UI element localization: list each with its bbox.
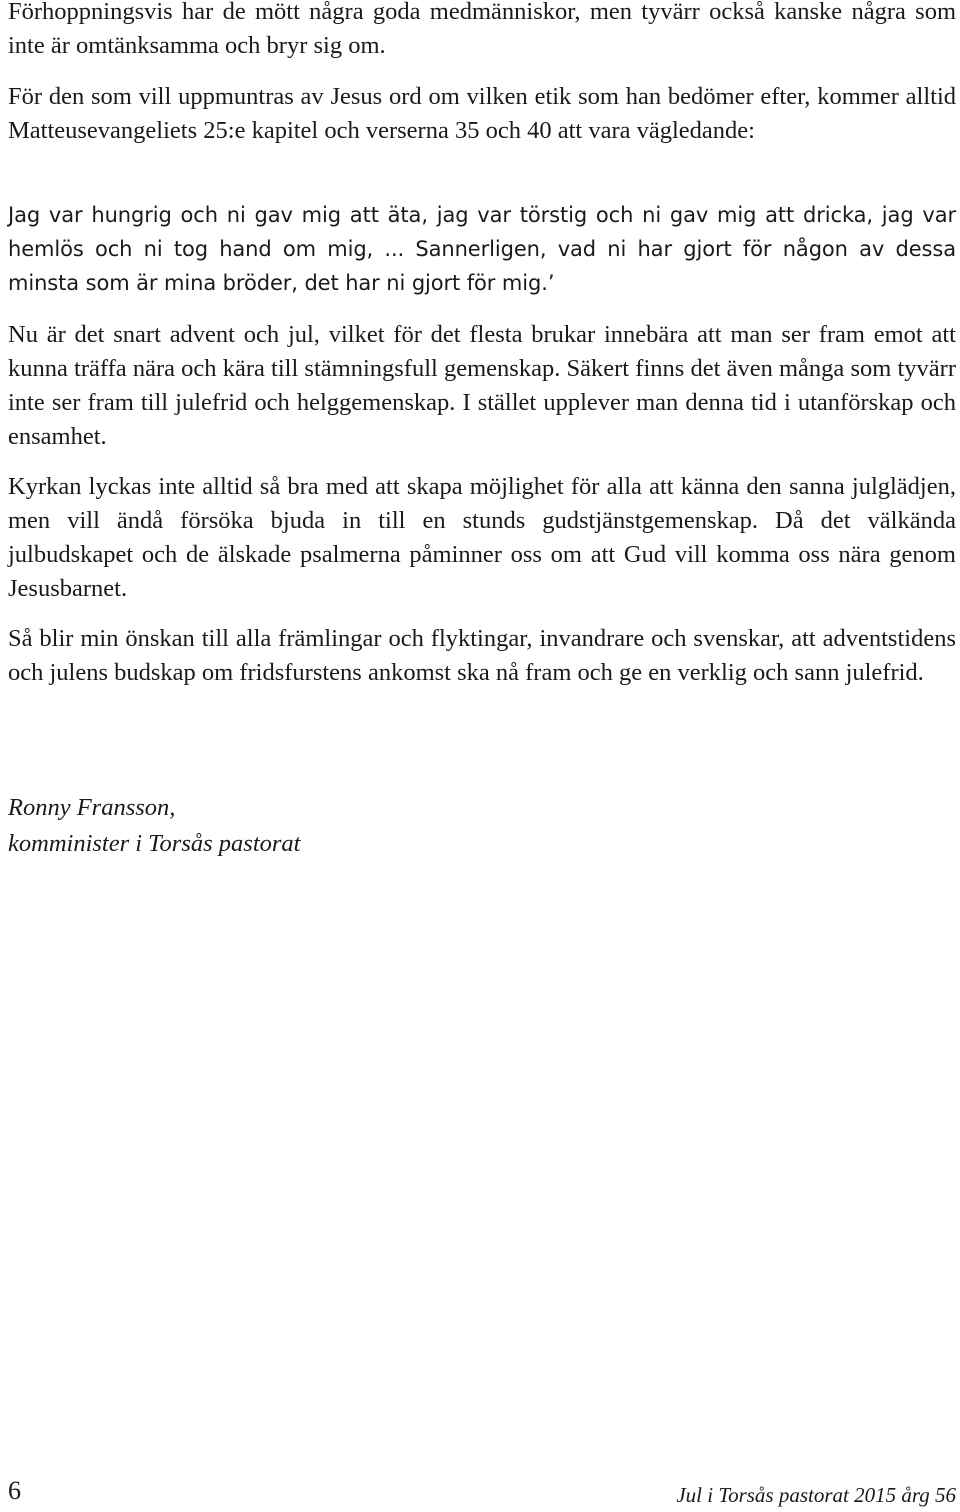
signature [8, 790, 300, 862]
paragraph-wish: Så blir min önskan till alla främlingar och flyktingar, invandrare och svenskar, att adventstidens och julens budskap om fridsfurstens ankomst ska nå fram och ge en verklig och sann julefrid. [8, 625, 956, 686]
paragraph-church: Kyrkan lyckas inte alltid så bra med att skapa möjlighet för alla att känna den sanna julglädjen, men vill ändå försöka bjuda in till en stunds gudstjänstgemenskap. Då det välkända julbudskapet och de älskade psalmerna påminner oss om att Gud vill komma oss nära genom Jesusbarnet. [8, 473, 956, 602]
paragraph-scripture-quote: Jag var hungrig och ni gav mig att äta, jag var törstig och ni gav mig att dricka, jag var hemlös och ni tog hand om mig, ... Sannerligen, vad ni har gjort för någon av dessa minsta som är mina bröder, det har ni gjort för mig.’ [8, 203, 956, 295]
paragraph-matthew-intro: För den som vill uppmuntras av Jesus ord om vilken etik som han bedömer efter, kommer alltid Matteusevangeliets 25:e kapitel och verserna 35 och 40 att vara vägledande: [8, 83, 956, 144]
publication-footer: Jul i Torsås pastorat 2015 årg 56 [676, 1483, 956, 1507]
signature-title: komminister i Torsås pastorat [8, 830, 301, 857]
signature-name: Ronny Fransson, [8, 794, 176, 821]
paragraph-intro: Förhoppningsvis har de mött några goda medmänniskor, men tyvärr också kanske några som inte är omtänksamma och bryr sig om. [8, 0, 956, 59]
paragraph-advent: Nu är det snart advent och jul, vilket för det flesta brukar innebära att man ser fram emot att kunna träffa nära och kära till stämningsfull gemenskap. Säkert finns det även många som tyvärr inte ser fram till julefrid och helggemenskap. I stället upplever man denna tid i utanförskap och ensamhet. [8, 321, 956, 450]
page-number: 6 [8, 1476, 21, 1505]
